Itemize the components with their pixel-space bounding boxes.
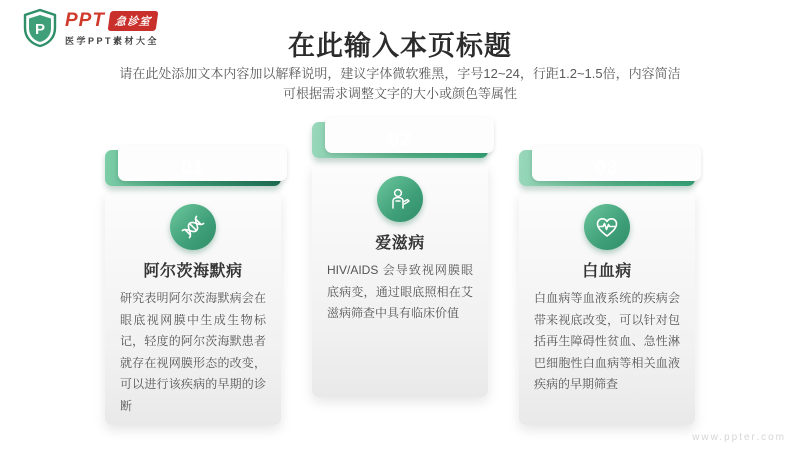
- heart-pulse-icon: [584, 204, 630, 250]
- card-number: 03: [594, 156, 620, 179]
- card-panel: [312, 163, 488, 397]
- card-alzheimers: [105, 150, 281, 425]
- brand-tagline: 医学PPT素材大全: [65, 35, 160, 46]
- card-panel: [519, 191, 695, 425]
- card-number-ribbon: [312, 122, 488, 158]
- dna-icon: [170, 204, 216, 250]
- page-title: 在此输入本页标题: [288, 31, 512, 61]
- watermark: www.ppter.com: [692, 432, 786, 443]
- card-panel: [105, 191, 281, 425]
- card-body-text: HIV/AIDS 会导致视网膜眼底病变，通过眼底照相在艾滋病筛查中具有临床价值: [327, 263, 473, 321]
- card-title: 爱滋病: [375, 235, 425, 252]
- brand-badge: 急诊室: [108, 11, 159, 31]
- card-leukemia: [519, 150, 695, 425]
- card-group: [0, 128, 800, 425]
- brand-name: PPT: [65, 9, 105, 31]
- subtitle-line-2: 可根据需求调整文字的大小或颜色等属性: [282, 86, 517, 102]
- card-number-ribbon: [519, 150, 695, 186]
- card-title: 白血病: [582, 263, 632, 280]
- card-number-ribbon: [105, 150, 281, 186]
- card-title: 阿尔茨海默病: [143, 263, 243, 280]
- card-number: 02: [387, 128, 413, 151]
- page-subtitle: [90, 64, 710, 104]
- doctor-icon: [377, 176, 423, 222]
- card-body-text: 白血病等血液系统的疾病会带来视底改变，可以针对包括再生障碍性贫血、急性淋巴细胞性白血病等相关血液疾病的早期筛查: [534, 291, 680, 392]
- shield-letter: P: [34, 21, 46, 38]
- card-body-text: 研究表明阿尔茨海默病会在眼底视网膜中生成生物标记，轻度的阿尔茨海默患者就存在视网膜形态的改变，可以进行该疾病的早期的诊断: [120, 291, 266, 413]
- card-number: 01: [180, 156, 206, 179]
- subtitle-line-1: 请在此处添加文本内容加以解释说明，建议字体微软雅黑，字号12~24，行距1.2~1.5倍，内容简洁: [119, 66, 681, 81]
- card-aids: [312, 122, 488, 397]
